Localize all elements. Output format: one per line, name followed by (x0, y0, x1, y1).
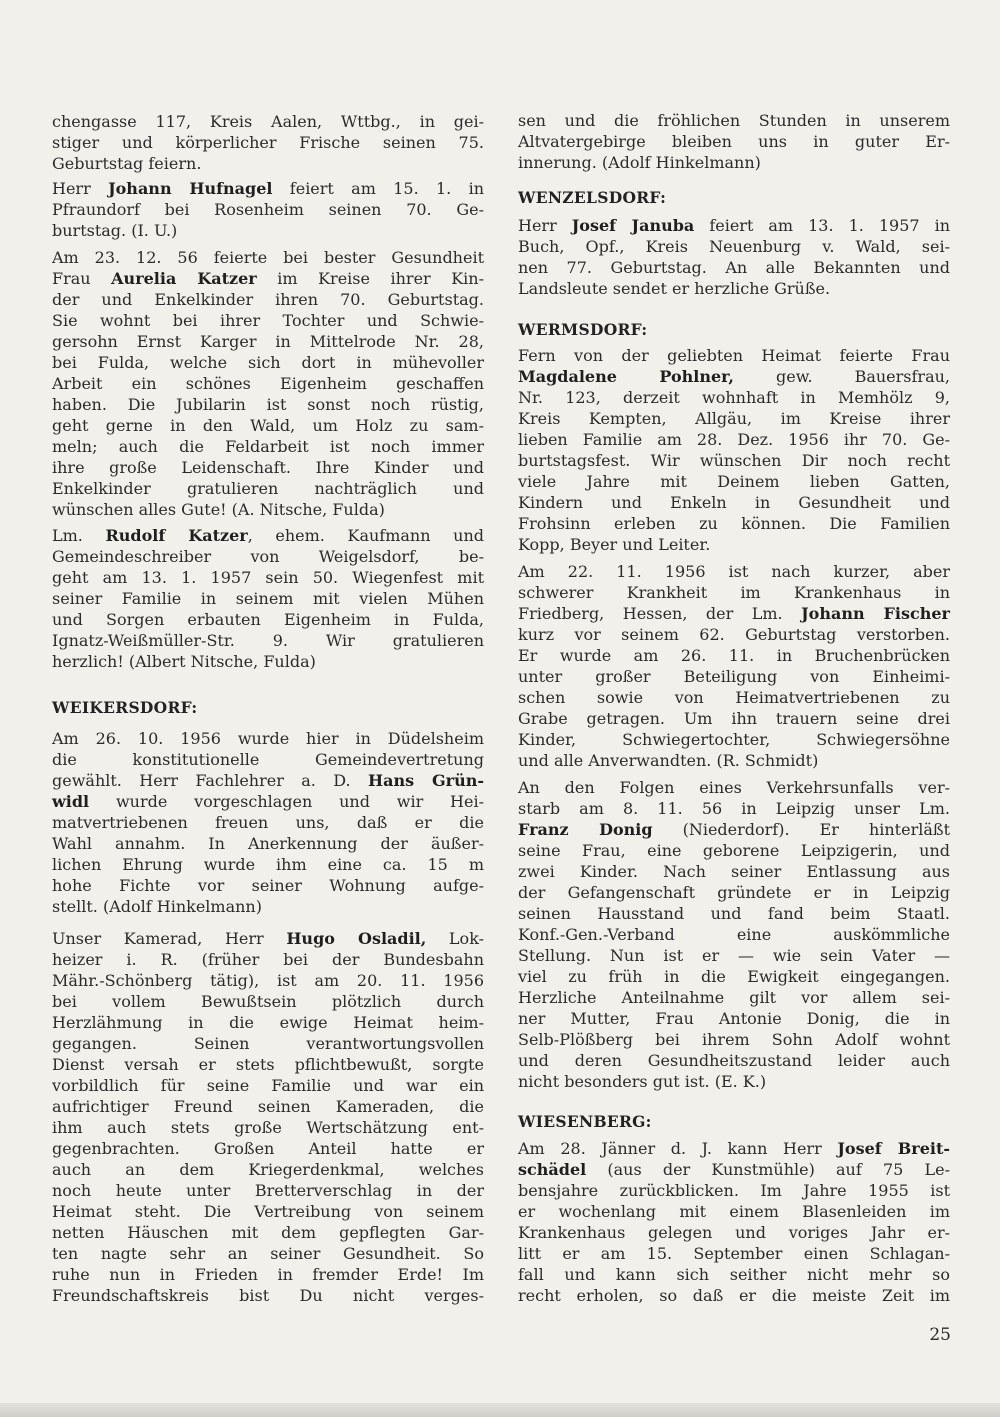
text-line: Freundschaftskreis bist Du nicht verges- (52, 1286, 484, 1305)
text-line: ihm auch stets große Wertschätzung ent- (52, 1118, 484, 1137)
text-line: Heimat steht. Die Vertreibung von seinem (52, 1202, 484, 1221)
text-line: und alle Anverwandten. (R. Schmidt) (518, 751, 819, 770)
text-line: meln; auch die Feldarbeit ist noch immer (52, 437, 484, 456)
text-line: Frohsinn erleben zu können. Die Familien (518, 514, 950, 533)
text-line: burtstag. (I. U.) (52, 221, 178, 240)
text-line: gegenbrachten. Großen Anteil hatte er (52, 1139, 484, 1158)
text-line: Er wurde am 26. 11. in Bruchenbrücken (518, 646, 950, 665)
text-line: Kindern und Enkeln in Gesundheit und (518, 493, 950, 512)
section-heading: WENZELSDORF: (518, 188, 667, 207)
text-line: Herzlähmung in die ewige Heimat heim- (52, 1013, 484, 1032)
text-line (518, 1138, 950, 1159)
paragraph (518, 345, 950, 555)
text-line: schwerer Krankheit im Krankenhaus in (518, 583, 950, 602)
text-line: lichen Ehrung wurde ihm eine ca. 15 m (52, 855, 484, 874)
text-line (52, 928, 484, 949)
text-line: Enkelkinder gratulieren nachträglich und (52, 479, 484, 498)
person-name: Josef Breit- (837, 1139, 951, 1158)
text-segment: wurde vorgeschlagen und wir Hei- (89, 792, 484, 811)
text-line: Arbeit ein schönes Eigenheim geschaffen (52, 374, 484, 393)
text-line: Sie wohnt bei ihrer Tochter und Schwie- (52, 311, 484, 330)
text-line: Stellung. Nun ist er — wie sein Vater — (518, 946, 950, 965)
text-line: Gemeindeschreiber von Weigelsdorf, be- (52, 547, 484, 566)
text-line: litt er am 15. September einen Schlagan- (518, 1244, 950, 1263)
text-line: Kinder, Schwiegertochter, Schwiegersöhne (518, 730, 950, 749)
text-line: nicht besonders gut ist. (E. K.) (518, 1072, 767, 1091)
text-line (518, 1159, 950, 1180)
text-line: sen und die fröhlichen Stunden in unserem (518, 111, 950, 130)
text-segment: Frau (52, 269, 112, 288)
text-line: Am 23. 12. 56 feierte bei bester Gesundheit (52, 248, 484, 267)
text-segment: Unser Kamerad, Herr (52, 929, 287, 948)
text-line: fall und kann sich seither nicht mehr so (518, 1265, 950, 1284)
text-line: lieben Familie am 28. Dez. 1956 ihr 70. Ge- (518, 430, 950, 449)
text-line: unter großer Beteiligung von Einheimi- (518, 667, 950, 686)
text-line: geht gerne in den Wald, um Holz zu sam- (52, 416, 484, 435)
text-line (52, 268, 484, 289)
text-line: heizer i. R. (früher bei der Bundesbahn (52, 950, 484, 969)
text-line: bei vollem Bewußtsein plötzlich durch (52, 992, 484, 1011)
text-line: Geburtstag feiern. (52, 154, 202, 173)
paragraph (52, 111, 484, 174)
text-line: nen 77. Geburtstag. An alle Bekannten und (518, 258, 950, 277)
text-line: kurz vor seinem 62. Geburtstag verstorben. (518, 625, 950, 644)
text-line (518, 215, 950, 236)
text-segment: Lm. (52, 526, 106, 545)
text-line: Fern von der geliebten Heimat feierte Frau (518, 346, 950, 365)
text-segment: Am 28. Jänner d. J. kann Herr (518, 1139, 838, 1158)
text-line: gegangen. Seinen verantwortungsvollen (52, 1034, 484, 1053)
text-line: chengasse 117, Kreis Aalen, Wttbg., in gei- (52, 112, 484, 131)
paragraph (518, 215, 950, 299)
text-line: viele Jahre mit Deinem lieben Gatten, (518, 472, 950, 491)
person-name: Hans Grün- (368, 771, 484, 790)
paragraph (518, 1138, 950, 1306)
text-segment: Lok- (426, 929, 485, 948)
text-line: stiger und körperlicher Frische seinen 75. (52, 133, 484, 152)
text-line: er wochenlang mit einem Blasenleiden im (518, 1202, 950, 1221)
text-line: zwei Kinder. Nach seiner Entlassung aus (518, 862, 950, 881)
text-line: Wahl annahm. In Anerkennung der äußer- (52, 834, 484, 853)
person-name: Hugo Osladil, (286, 929, 427, 948)
text-line: bensjahre zurückblicken. Im Jahre 1955 ist (518, 1181, 950, 1200)
person-name: Aurelia Katzer (111, 269, 257, 288)
text-line: ruhe nun in Frieden in fremder Erde! Im (52, 1265, 484, 1284)
text-line: vorbildlich für seine Familie und war ein (52, 1076, 484, 1095)
text-line: viel zu früh in die Ewigkeit eingegangen. (518, 967, 950, 986)
text-line: netten Häuschen mit dem gepflegten Gar- (52, 1223, 484, 1242)
person-name: Rudolf Katzer (105, 526, 248, 545)
text-line: stellt. (Adolf Hinkelmann) (52, 897, 262, 916)
section-heading: WIESENBERG: (518, 1112, 652, 1131)
paragraph (52, 178, 484, 241)
text-segment: , ehem. Kaufmann und (247, 526, 485, 545)
text-line: An den Folgen eines Verkehrsunfalls ver- (518, 778, 950, 797)
text-line: ner Mutter, Frau Antonie Donig, die in (518, 1009, 950, 1028)
paragraph (518, 561, 950, 771)
text-segment: (Niederdorf). Er hinterläßt (652, 820, 951, 839)
text-line: wünschen alles Gute! (A. Nitsche, Fulda) (52, 500, 385, 519)
text-line: Nr. 123, derzeit wohnhaft in Memhölz 9, (518, 388, 950, 407)
person-name: Johann Fischer (801, 604, 950, 623)
person-name: Johann Hufnagel (108, 179, 273, 198)
text-line: Am 22. 11. 1956 ist nach kurzer, aber (518, 562, 950, 581)
text-line: aufrichtiger Freund seinen Kameraden, die (52, 1097, 484, 1116)
text-line: recht erholen, so daß er die meiste Zeit im (518, 1286, 950, 1305)
person-name: schädel (518, 1160, 587, 1179)
text-line (52, 791, 484, 812)
text-line: Herzliche Anteilnahme gilt vor allem sei- (518, 988, 950, 1007)
text-segment: feiert am 13. 1. 1957 in (694, 216, 950, 235)
text-line: Dienst versah er stets pflichtbewußt, sorgte (52, 1055, 484, 1074)
text-line (518, 819, 950, 840)
text-line: und deren Gesundheitszustand leider auch (518, 1051, 950, 1070)
text-line (52, 525, 484, 546)
text-line: gersohn Ernst Karger in Mittelrode Nr. 28, (52, 332, 484, 351)
text-line: haben. Die Jubilarin ist sonst noch rüstig, (52, 395, 484, 414)
text-segment: Herr (518, 216, 572, 235)
text-line: ten nagte sehr an seiner Gesundheit. So (52, 1244, 484, 1263)
text-line: Pfraundorf bei Rosenheim seinen 70. Ge- (52, 200, 484, 219)
text-segment: Herr (52, 179, 109, 198)
page-edge (0, 1403, 1000, 1417)
text-line (52, 178, 484, 199)
text-line: Krankenhaus gelegen und voriges Jahr er- (518, 1223, 950, 1242)
text-line (52, 770, 484, 791)
page-number: 25 (929, 1325, 951, 1345)
text-segment: gewählt. Herr Fachlehrer a. D. (52, 771, 368, 790)
person-name: widl (52, 792, 90, 811)
paragraph (52, 247, 484, 520)
person-name: Magdalene Pohlner, (518, 367, 734, 386)
text-line: ihre große Leidenschaft. Ihre Kinder und (52, 458, 484, 477)
text-line: herzlich! (Albert Nitsche, Fulda) (52, 652, 316, 671)
text-line (518, 366, 950, 387)
text-line: die konstitutionelle Gemeindevertretung (52, 750, 484, 769)
text-line: Landsleute sendet er herzliche Grüße. (518, 279, 831, 298)
section-heading: WERMSDORF: (518, 320, 648, 339)
paragraph (518, 777, 950, 1092)
paragraph (52, 525, 484, 672)
text-line: der Gefangenschaft gründete er in Leipzig (518, 883, 950, 902)
text-line: starb am 8. 11. 56 in Leipzig unser Lm. (518, 799, 950, 818)
text-segment: gew. Bauersfrau, (734, 367, 950, 386)
text-line: Am 26. 10. 1956 wurde hier in Düdelsheim (52, 729, 484, 748)
paragraph (518, 110, 950, 173)
text-line: Mähr.-Schönberg tätig), ist am 20. 11. 1956 (52, 971, 484, 990)
text-line: hohe Fichte vor seiner Wohnung aufge- (52, 876, 484, 895)
text-line: auch an dem Kriegerdenkmal, welches (52, 1160, 484, 1179)
text-line: der und Enkelkinder ihren 70. Geburtstag. (52, 290, 484, 309)
paragraph (52, 928, 484, 1306)
text-segment: im Kreise ihrer Kin- (256, 269, 485, 288)
text-line: Kopp, Beyer und Leiter. (518, 535, 711, 554)
text-line: seine Frau, eine geborene Leipzigerin, und (518, 841, 950, 860)
text-line: Kreis Kempten, Allgäu, im Kreise ihrer (518, 409, 950, 428)
text-line: Buch, Opf., Kreis Neuenburg v. Wald, sei- (518, 237, 950, 256)
text-line: schen sowie von Heimatvertriebenen zu (518, 688, 950, 707)
text-line: Selb-Plößberg bei ihrem Sohn Adolf wohnt (518, 1030, 950, 1049)
text-segment: Friedberg, Hessen, der Lm. (518, 604, 802, 623)
text-line: Grabe getragen. Um ihn trauern seine drei (518, 709, 950, 728)
text-line: innerung. (Adolf Hinkelmann) (518, 153, 761, 172)
text-line: Altvatergebirge bleiben uns in guter Er- (518, 132, 950, 151)
text-line: Konf.-Gen.-Verband eine auskömmliche (518, 925, 950, 944)
text-line: Ignatz-Weißmüller-Str. 9. Wir gratulieren (52, 631, 484, 650)
text-line: geht am 13. 1. 1957 sein 50. Wiegenfest mit (52, 568, 484, 587)
text-segment: (aus der Kunstmühle) auf 75 Le- (586, 1160, 950, 1179)
paragraph (52, 728, 484, 917)
text-line: burtstagsfest. Wir wünschen Dir noch recht (518, 451, 950, 470)
text-line: seinen Hausstand und fand beim Staatl. (518, 904, 950, 923)
text-line: noch heute unter Bretterverschlag in der (52, 1181, 484, 1200)
text-line: und Sorgen erbauten Eigenheim in Fulda, (52, 610, 484, 629)
section-heading: WEIKERSDORF: (52, 698, 198, 717)
person-name: Franz Donig (518, 820, 653, 839)
text-line (518, 603, 950, 624)
text-line: bei Fulda, welche sich dort in mühevoller (52, 353, 484, 372)
person-name: Josef Januba (571, 216, 695, 235)
text-line: seiner Familie in seinem mit vielen Mühen (52, 589, 484, 608)
text-line: matvertriebenen freuen uns, daß er die (52, 813, 484, 832)
text-segment: feiert am 15. 1. in (272, 179, 485, 198)
